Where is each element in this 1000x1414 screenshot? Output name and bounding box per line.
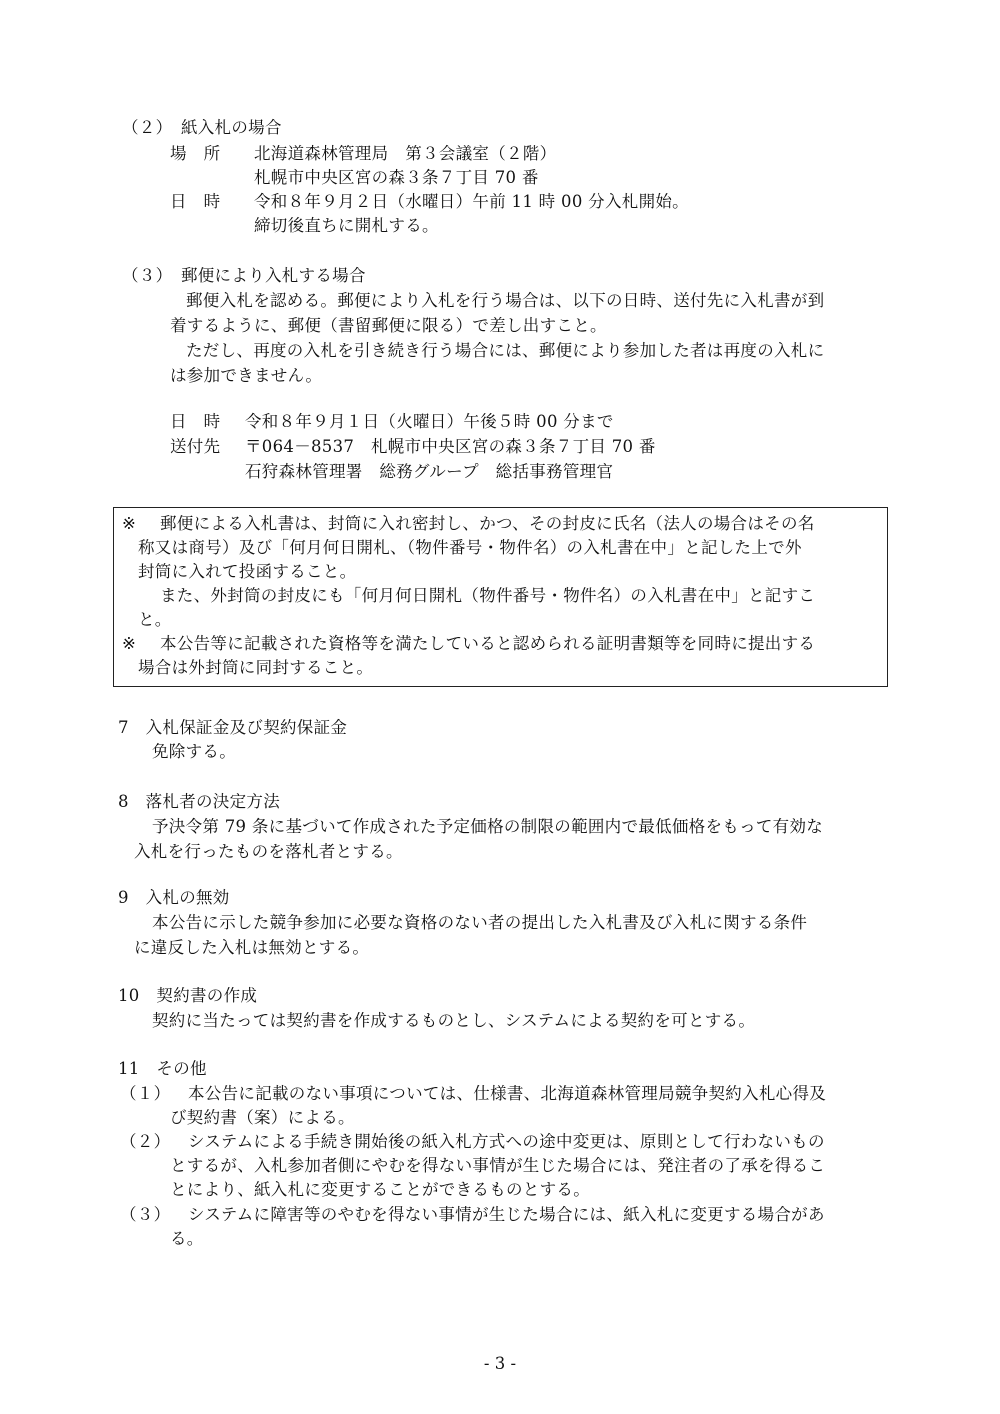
notice-1-line-5: と。 [138,610,172,629]
section-11-heading: 11 その他 [118,1059,207,1078]
notice-1-line-3: 封筒に入れて投函すること。 [138,562,357,581]
section-8-heading: 8 落札者の決定方法 [118,792,280,811]
section-2-heading: （２） 紙入札の場合 [122,118,282,137]
item-2-line-2: とするが、入札参加者側にやむを得ない事情が生じた場合には、発注者の了承を得るこ [170,1156,826,1175]
postal-destination-line-2: 石狩森林管理署 総務グループ 総括事務管理官 [245,462,614,481]
notice-1-line-4: また、外封筒の封皮にも「何月何日開札（物件番号・物件名）の入札書在中」と記すこ [160,586,816,605]
section-7-heading: 7 入札保証金及び契約保証金 [118,718,348,737]
place-line-2: 札幌市中央区宮の森３条７丁目 70 番 [254,168,539,187]
item-3-line-2: る。 [170,1229,204,1248]
postal-destination-line-1: 〒064－8537 札幌市中央区宮の森３条７丁目 70 番 [245,437,656,456]
item-3-line-1: システムに障害等のやむを得ない事情が生じた場合には、紙入札に変更する場合があ [188,1205,825,1224]
place-line-1: 北海道森林管理局 第３会議室（２階） [254,144,557,163]
time-label: 日 時 [170,192,221,211]
notice-2-line-2: 場合は外封筒に同封すること。 [138,658,374,677]
section-3-paragraph-1-line-1: 郵便入札を認める。郵便により入札を行う場合は、以下の日時、送付先に入札書が到 [186,291,825,310]
section-10-heading: 10 契約書の作成 [118,986,258,1005]
notice-1-line-2: 称又は商号）及び「何月何日開札、（物件番号・物件名）の入札書在中」と記した上で外 [138,538,802,557]
notice-mark-1: ※ [122,514,137,533]
time-line-1: 令和８年９月２日（水曜日）午前 11 時 00 分入札開始。 [254,192,689,211]
section-3-paragraph-2-line-1: ただし、再度の入札を引き続き行う場合には、郵便により参加した者は再度の入札に [186,341,825,360]
postal-destination-label: 送付先 [170,437,221,456]
item-2-line-1: システムによる手続き開始後の紙入札方式への途中変更は、原則として行わないもの [188,1132,825,1151]
item-3-number: （３） [120,1205,171,1224]
section-7-body: 免除する。 [152,742,236,761]
section-8-line-2: 入札を行ったものを落札者とする。 [134,842,403,861]
section-9-heading: 9 入札の無効 [118,888,230,907]
item-1-line-2: び契約書（案）による。 [170,1108,355,1127]
section-9-line-1: 本公告に示した競争参加に必要な資格のない者の提出した入札書及び入札に関する条件 [152,913,808,932]
section-3-heading: （３） 郵便により入札する場合 [122,266,366,285]
notice-mark-2: ※ [122,634,137,653]
section-10-body: 契約に当たっては契約書を作成するものとし、システムによる契約を可とする。 [152,1011,756,1030]
time-line-2: 締切後直ちに開札する。 [254,216,439,235]
item-2-line-3: とにより、紙入札に変更することができるものとする。 [170,1180,590,1199]
section-3-paragraph-1-line-2: 着するように、郵便（書留郵便に限る）で差し出すこと。 [170,316,607,335]
notice-2-line-1: 本公告等に記載された資格等を満たしていると認められる証明書類等を同時に提出する [160,634,816,653]
section-3-paragraph-2-line-2: は参加できません。 [170,366,323,385]
item-1-number: （１） [120,1084,171,1103]
section-9-line-2: に違反した入札は無効とする。 [134,938,370,957]
notice-1-line-1: 郵便による入札書は、封筒に入れ密封し、かつ、その封皮に氏名（法人の場合はその名 [160,514,815,533]
postal-time-label: 日 時 [170,412,221,431]
place-label: 場 所 [170,144,221,163]
postal-time-value: 令和８年９月１日（火曜日）午後５時 00 分まで [245,412,614,431]
section-8-line-1: 予決令第 79 条に基づいて作成された予定価格の制限の範囲内で最低価格をもって有効な [152,817,824,836]
item-2-number: （２） [120,1132,171,1151]
item-1-line-1: 本公告に記載のない事項については、仕様書、北海道森林管理局競争契約入札心得及 [188,1084,827,1103]
page-number: - 3 - [483,1354,517,1373]
